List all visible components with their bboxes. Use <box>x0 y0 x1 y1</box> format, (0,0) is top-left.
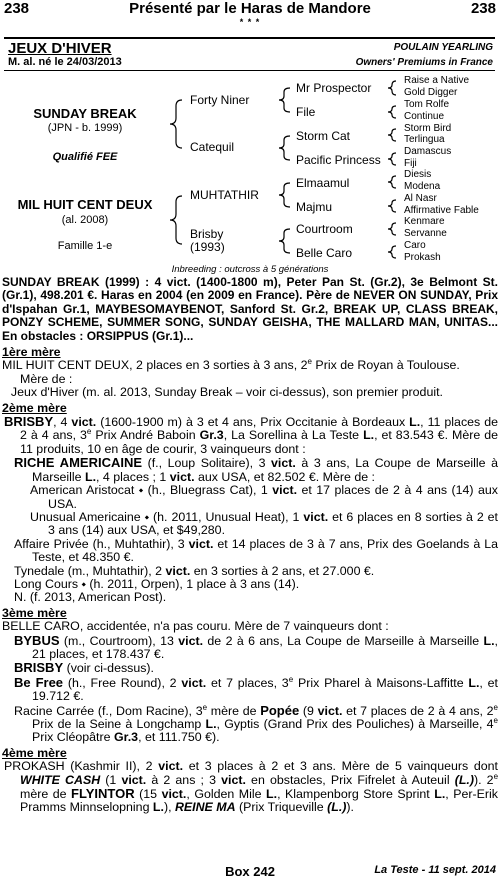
pedigree-g4-1: Raise a Native <box>404 75 470 86</box>
pedigree-g3-2: File <box>296 105 316 119</box>
horse-category: POULAIN YEARLING <box>393 42 493 53</box>
pedigree-table <box>0 72 500 274</box>
horse-name: JEUX D'HIVER <box>8 40 112 57</box>
pedigree-g2-2: Catequil <box>190 140 235 154</box>
sire-info: (JPN - b. 1999) <box>47 122 123 134</box>
pedigree-g4-14: Servanne <box>404 228 447 239</box>
pedigree-g4-5: Storm Bird <box>404 123 452 134</box>
third-dam-produce-3: Be Free (h., Free Round), 2 vict. et 7 places, 3e Prix Pharel à Maisons-Laffitte L., et 19.712 €. <box>14 674 498 704</box>
second-dam-heading: 2ème mère <box>2 400 67 415</box>
third-dam-text: BELLE CARO, accidentée, n'a pas couru. Mère de 7 vainqueurs dont : <box>2 619 389 634</box>
second-dam-text: BRISBY, 4 vict. (1600-1900 m) à 3 et 4 ans, Prix Occitanie à Bordeaux L., 11 places de 2 à 4 ans, 3e Prix André Baboin Gr.3, La Sorellina à La Teste L., et 83.543 €. Mère de 11 produits, 10 en âge de courir, 3 vainqueurs dont : <box>4 414 498 456</box>
third-dam-produce-2: BRISBY (voir ci-dessus). <box>14 660 155 676</box>
pedigree-g2-4: Brisby <box>190 227 224 241</box>
pedigree-g4-3: Tom Rolfe <box>404 99 450 110</box>
pedigree-g3-4: Pacific Princess <box>296 153 381 167</box>
sire-name: SUNDAY BREAK <box>33 106 137 121</box>
pedigree-g3-8: Belle Caro <box>296 246 353 260</box>
pedigree-g3-3: Storm Cat <box>296 129 351 143</box>
box-number: Box 242 <box>225 864 275 879</box>
pedigree-g4-15: Caro <box>404 240 426 251</box>
lot-number-right: 238 <box>470 0 496 17</box>
second-dam-produce-1a: American Aristocat ⬩ (h., Bluegrass Cat), 1 vict. et 17 places de 2 à 4 ans (14) aux USA. <box>30 483 498 511</box>
header-stars: * * * <box>239 17 261 27</box>
pedigree-g4-2: Gold Digger <box>404 87 458 98</box>
dam-info: (al. 2008) <box>61 214 109 226</box>
pedigree-g4-4: Continue <box>404 111 445 122</box>
pedigree-g3-5: Elmaamul <box>296 176 350 190</box>
pedigree-g3-6: Majmu <box>296 200 333 214</box>
pedigree-g4-13: Kenmare <box>404 216 445 227</box>
fourth-dam-text: PROKASH (Kashmir II), 2 vict. et 3 places à 2 et 3 ans. Mère de 5 vainqueurs dont WHITE CASH (1 vict. à 2 ans ; 3 vict. en obstacles, Prix Fifrelet à Auteuil (L.)). 2e mère de FLYINTOR (15 vict., Golden Mile L., Klampenborg Store Sprint L., Per-Erik Pramms Minnselopning L.), REINE MA (Prix Triqueville (L.)). <box>4 759 499 815</box>
first-dam-mother-of: Mère de : <box>20 371 73 386</box>
second-dam-produce-4: Long Cours ⬩ (h. 2011, Orpen), 1 place à 3 ans (14). <box>14 576 300 591</box>
second-dam-produce-1b: Unusual Americaine ⬩ (h. 2011, Unusual Heat), 1 vict. et 6 places en 8 sorties à 2 et 3 ans (14) aux USA, et $49,280. <box>30 509 498 538</box>
pedigree-g4-6: Terlingua <box>404 134 445 145</box>
catalogue-text <box>2 276 498 815</box>
pedigree-g4-11: Al Nasr <box>404 193 437 204</box>
sire-summary: SUNDAY BREAK (1999) : 4 vict. (1400-1800 m), Peter Pan St. (Gr.2), 3e Belmont St. (Gr.1), 498.201 €. Haras en 2004 (en 2009 en France). Père de NEVER ON SUNDAY, Prix d'Ispahan Gr.1, MAYBESOMAYBENOT, Sanford St. Gr.2, BREAK UP, CLASS BREAK, PONZY SCHEME, SUMMER SONG, SUNDAY GEISHA, THE MALLARD MAN, UNITAS... En obstacles : ORSIPPUS (Gr.1)... <box>2 275 498 343</box>
dam-name: MIL HUIT CENT DEUX <box>17 197 153 212</box>
first-dam-heading: 1ère mère <box>2 345 61 360</box>
second-dam-produce-2: Affaire Privée (h., Muhtathir), 3 vict. et 14 places de 3 à 7 ans, Prix des Goelands à La Teste, et 48.350 €. <box>14 536 498 565</box>
first-dam-text: MIL HUIT CENT DEUX, 2 places en 3 sorties à 3 ans, 2e Prix de Royan à Toulouse. <box>2 357 460 373</box>
pedigree-g2-1: Forty Niner <box>190 93 250 107</box>
pedigree-g4-8: Fiji <box>404 158 417 169</box>
pedigree-g4-12: Affirmative Fable <box>404 205 479 216</box>
second-dam-produce-1: RICHE AMERICAINE (f., Loup Solitaire), 3 vict. à 3 ans, La Coupe de Marseille à Marseille L., 4 places ; 1 vict. aux USA, et 82.502 €. Mère de : <box>14 455 498 484</box>
third-dam-produce-1: BYBUS (m., Courtroom), 13 vict. de 2 à 6 ans, La Coupe de Marseille à Marseille L., 21 places, et 178.437 €. <box>14 632 498 661</box>
second-dam-produce-3: Tynedale (m., Muhtathir), 2 vict. en 3 sorties à 2 ans, et 27.000 €. <box>14 563 375 578</box>
pedigree-g3-7: Courtroom <box>296 222 353 236</box>
dam-family: Famille 1-e <box>57 240 113 252</box>
pedigree-g3-1: Mr Prospector <box>296 81 372 95</box>
page-title: Présenté par le Haras de Mandore <box>129 0 371 17</box>
sire-note: Qualifié FEE <box>52 151 118 163</box>
horse-header <box>4 37 495 71</box>
pedigree-g2-3: MUHTATHIR <box>190 188 259 202</box>
third-dam-produce-4: Racine Carrée (f., Dom Racine), 3e mère de Popée (9 vict. et 7 places de 2 à 4 ans, 2e Prix de la Seine à Longchamp L., Gyptis (Grand Prix des Pouliches) à Marseille, 4e Prix Cléopâtre Gr.3, et 111.750 €). <box>14 702 498 745</box>
fourth-dam-heading: 4ème mère <box>2 745 67 760</box>
second-dam-produce-5: N. (f. 2013, American Post). <box>14 590 167 605</box>
page-footer <box>0 864 500 881</box>
pedigree-g4-10: Modena <box>404 181 441 192</box>
horse-birth: M. al. né le 24/03/2013 <box>8 56 122 68</box>
pedigree-g4-9: Diesis <box>404 169 432 180</box>
pedigree-g4-7: Damascus <box>404 146 452 157</box>
owners-premiums: Owners' Premiums in France <box>355 57 493 68</box>
pedigree-g2-4-year: (1993) <box>190 240 225 254</box>
third-dam-heading: 3ème mère <box>2 605 67 620</box>
sale-place-date: La Teste - 11 sept. 2014 <box>374 864 496 876</box>
first-dam-produce: Jeux d'Hiver (m. al. 2013, Sunday Break – voir ci-dessus), son premier produit. <box>4 385 443 400</box>
pedigree-g4-16: Prokash <box>404 252 441 263</box>
inbreeding-note: Inbreeding : outcross à 5 générations <box>171 264 329 275</box>
lot-number-left: 238 <box>4 0 30 17</box>
